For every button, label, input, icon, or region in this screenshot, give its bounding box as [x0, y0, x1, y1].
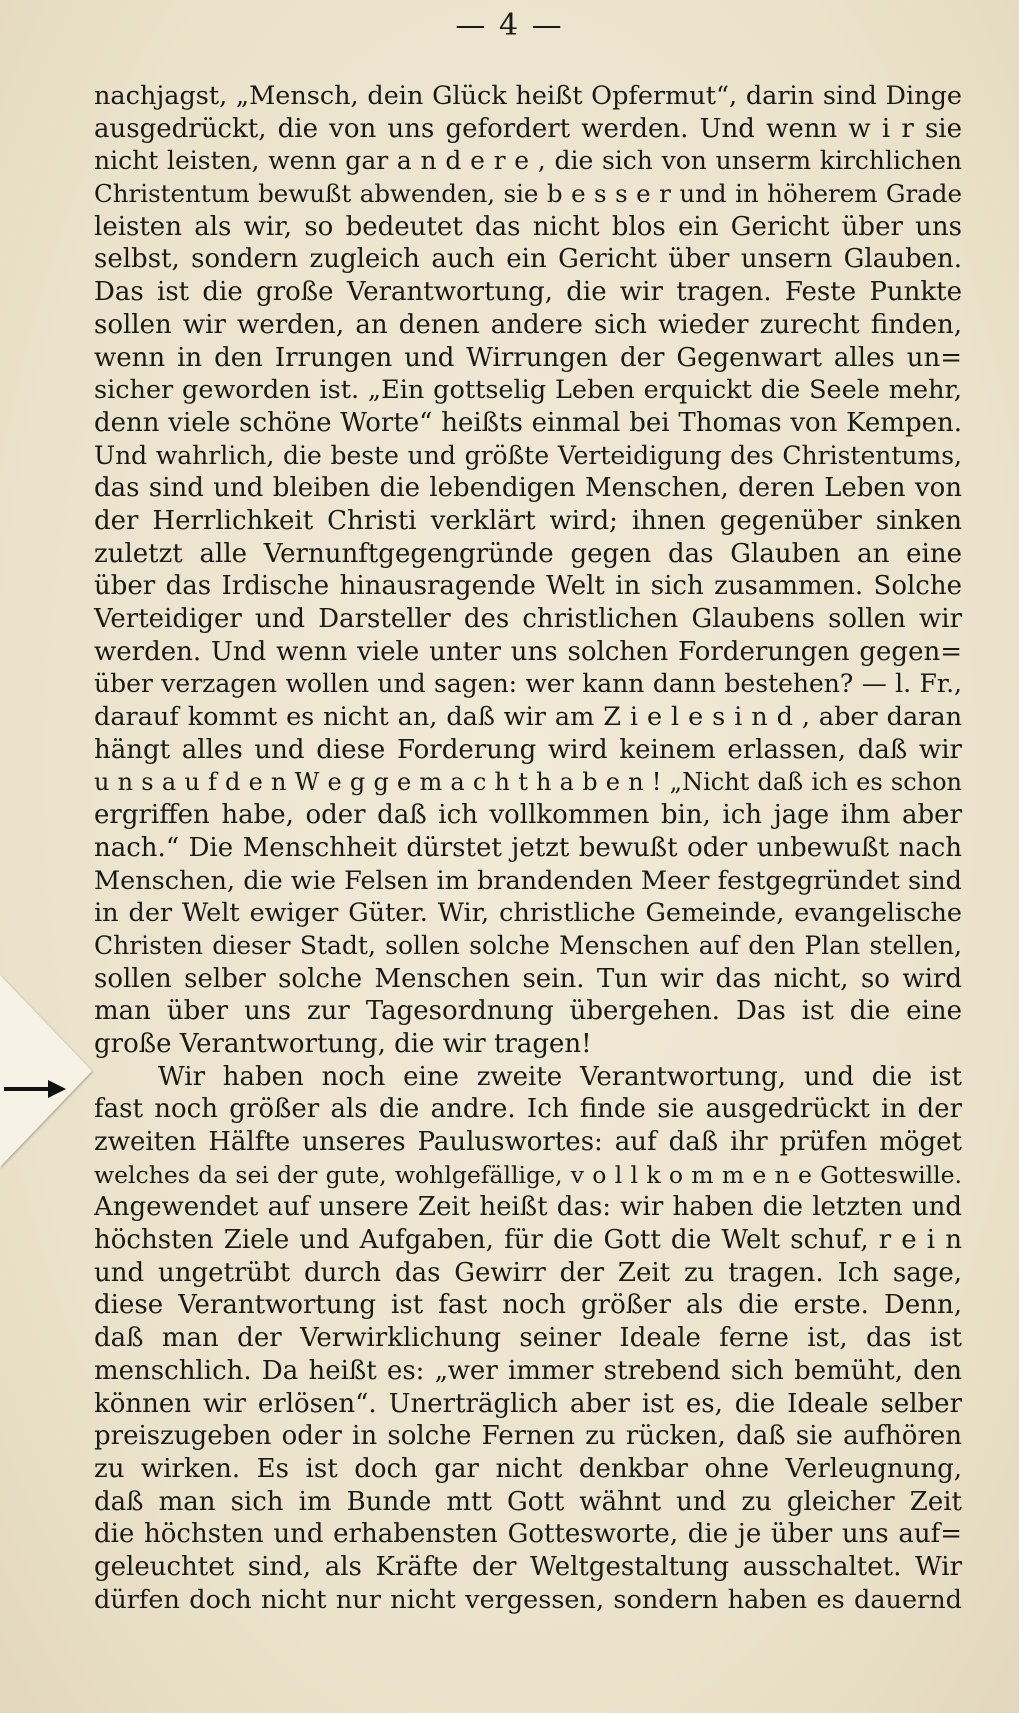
text-line: Das ist die große Verantwortung, die wir tragen. Feste Punkte	[94, 277, 962, 308]
text-line: und ungetrübt durch das Gewirr der Zeit zu tragen. Ich sage,	[94, 1257, 962, 1288]
text-line: darauf kommt es nicht an, daß wir am Z i e l e s i n d , aber daran	[94, 702, 962, 733]
text-line: höchsten Ziele und Aufgaben, für die Gott die Welt schuf, r e i n	[94, 1225, 962, 1256]
text-line: sollen wir werden, an denen andere sich wieder zurecht finden,	[94, 309, 962, 340]
text-line: das sind und bleiben die lebendigen Menschen, deren Leben von	[94, 473, 962, 504]
text-line: die höchsten und erhabensten Gottesworte, die je über uns auf=	[94, 1519, 962, 1550]
text-line: können wir erlösen“. Unerträglich aber ist es, die Ideale selber	[94, 1388, 962, 1419]
text-line: u n s a u f d e n W e g g e m a c h t h a b e n ! „Nicht daß ich es schon	[94, 768, 962, 797]
text-line: fast noch größer als die andre. Ich finde sie ausgedrückt in der	[94, 1094, 962, 1125]
text-line: zuletzt alle Vernunftgegengründe gegen das Glauben an eine	[94, 538, 962, 569]
text-line: sicher geworden ist. „Ein gottselig Leben erquickt die Seele mehr,	[94, 375, 962, 406]
page-tab-marker	[0, 975, 92, 1167]
body-text	[94, 80, 962, 1616]
text-line: denn viele schöne Worte“ heißts einmal bei Thomas von Kempen.	[94, 407, 962, 438]
arrow-right-icon	[4, 1078, 66, 1100]
text-line: große Verantwortung, die wir tragen!	[94, 1028, 592, 1059]
text-line: ausgedrückt, die von uns gefordert werden. Und wenn w i r sie	[94, 113, 962, 144]
text-line: ergriffen habe, oder daß ich vollkommen bin, ich jage ihm aber	[94, 800, 962, 831]
text-line: welches da sei der gute, wohlgefällige, v o l l k o m m e n e Gotteswille.	[94, 1160, 962, 1189]
text-line: Christen dieser Stadt, sollen solche Menschen auf den Plan stellen,	[94, 930, 962, 960]
text-line: leisten als wir, so bedeutet das nicht blos ein Gericht über uns	[94, 211, 962, 242]
text-line: nachjagst, „Mensch, dein Glück heißt Opfermut“, darin sind Dinge	[94, 81, 962, 111]
text-line: daß man der Verwirklichung seiner Ideale ferne ist, das ist	[94, 1323, 962, 1354]
page-number: — 4 —	[455, 8, 564, 43]
text-line: Verteidiger und Darsteller des christlichen Glaubens sollen wir	[94, 604, 962, 634]
text-line: selbst, sondern zugleich auch ein Gericht über unsern Glauben.	[94, 244, 962, 275]
text-line: in der Welt ewiger Güter. Wir, christliche Gemeinde, evangelische	[94, 898, 962, 929]
text-line: man über uns zur Tagesordnung übergehen. Das ist die eine	[94, 996, 962, 1027]
text-line: menschlich. Da heißt es: „wer immer strebend sich bemüht, den	[94, 1355, 962, 1386]
text-line: der Herrlichkeit Christi verklärt wird; ihnen gegenüber sinken	[94, 505, 962, 536]
text-line: wenn in den Irrungen und Wirrungen der Gegenwart alles un=	[94, 342, 962, 373]
text-line: werden. Und wenn viele unter uns solchen Forderungen gegen=	[94, 636, 962, 667]
text-line: geleuchtet sind, als Kräfte der Weltgestaltung ausschaltet. Wir	[94, 1551, 962, 1582]
text-line: nach.“ Die Menschheit dürstet jetzt bewußt oder unbewußt nach	[94, 832, 962, 863]
text-line: über das Irdische hinausragende Welt in sich zusammen. Solche	[94, 571, 962, 602]
text-line: Christentum bewußt abwenden, sie b e s s e r und in höherem Grade	[94, 179, 962, 209]
text-line: dürfen doch nicht nur nicht vergessen, sondern haben es dauernd	[94, 1584, 962, 1615]
text-line: zu wirken. Es ist doch gar nicht denkbar ohne Verleugnung,	[94, 1453, 962, 1484]
text-line: Wir haben noch eine zweite Verantwortung, und die ist	[158, 1061, 962, 1092]
text-line: Menschen, die wie Felsen im brandenden Meer festgegründet sind	[94, 865, 962, 896]
text-line: preiszugeben oder in solche Fernen zu rücken, daß sie aufhören	[94, 1421, 962, 1452]
text-line: über verzagen wollen und sagen: wer kann dann bestehen? — l. Fr.,	[94, 669, 962, 699]
text-line: Und wahrlich, die beste und größte Verteidigung des Christentums,	[94, 440, 962, 470]
text-line: hängt alles und diese Forderung wird keinem erlassen, daß wir	[94, 734, 962, 765]
text-line: zweiten Hälfte unseres Pauluswortes: auf daß ihr prüfen möget	[94, 1127, 962, 1157]
text-line: sollen selber solche Menschen sein. Tun wir das nicht, so wird	[94, 963, 962, 994]
text-line: Angewendet auf unsere Zeit heißt das: wir haben die letzten und	[94, 1192, 962, 1223]
text-line: diese Verantwortung ist fast noch größer als die erste. Denn,	[94, 1290, 962, 1321]
text-line: nicht leisten, wenn gar a n d e r e , die sich von unserm kirchlichen	[94, 146, 962, 176]
text-line: daß man sich im Bunde mtt Gott wähnt und zu gleicher Zeit	[94, 1486, 962, 1517]
